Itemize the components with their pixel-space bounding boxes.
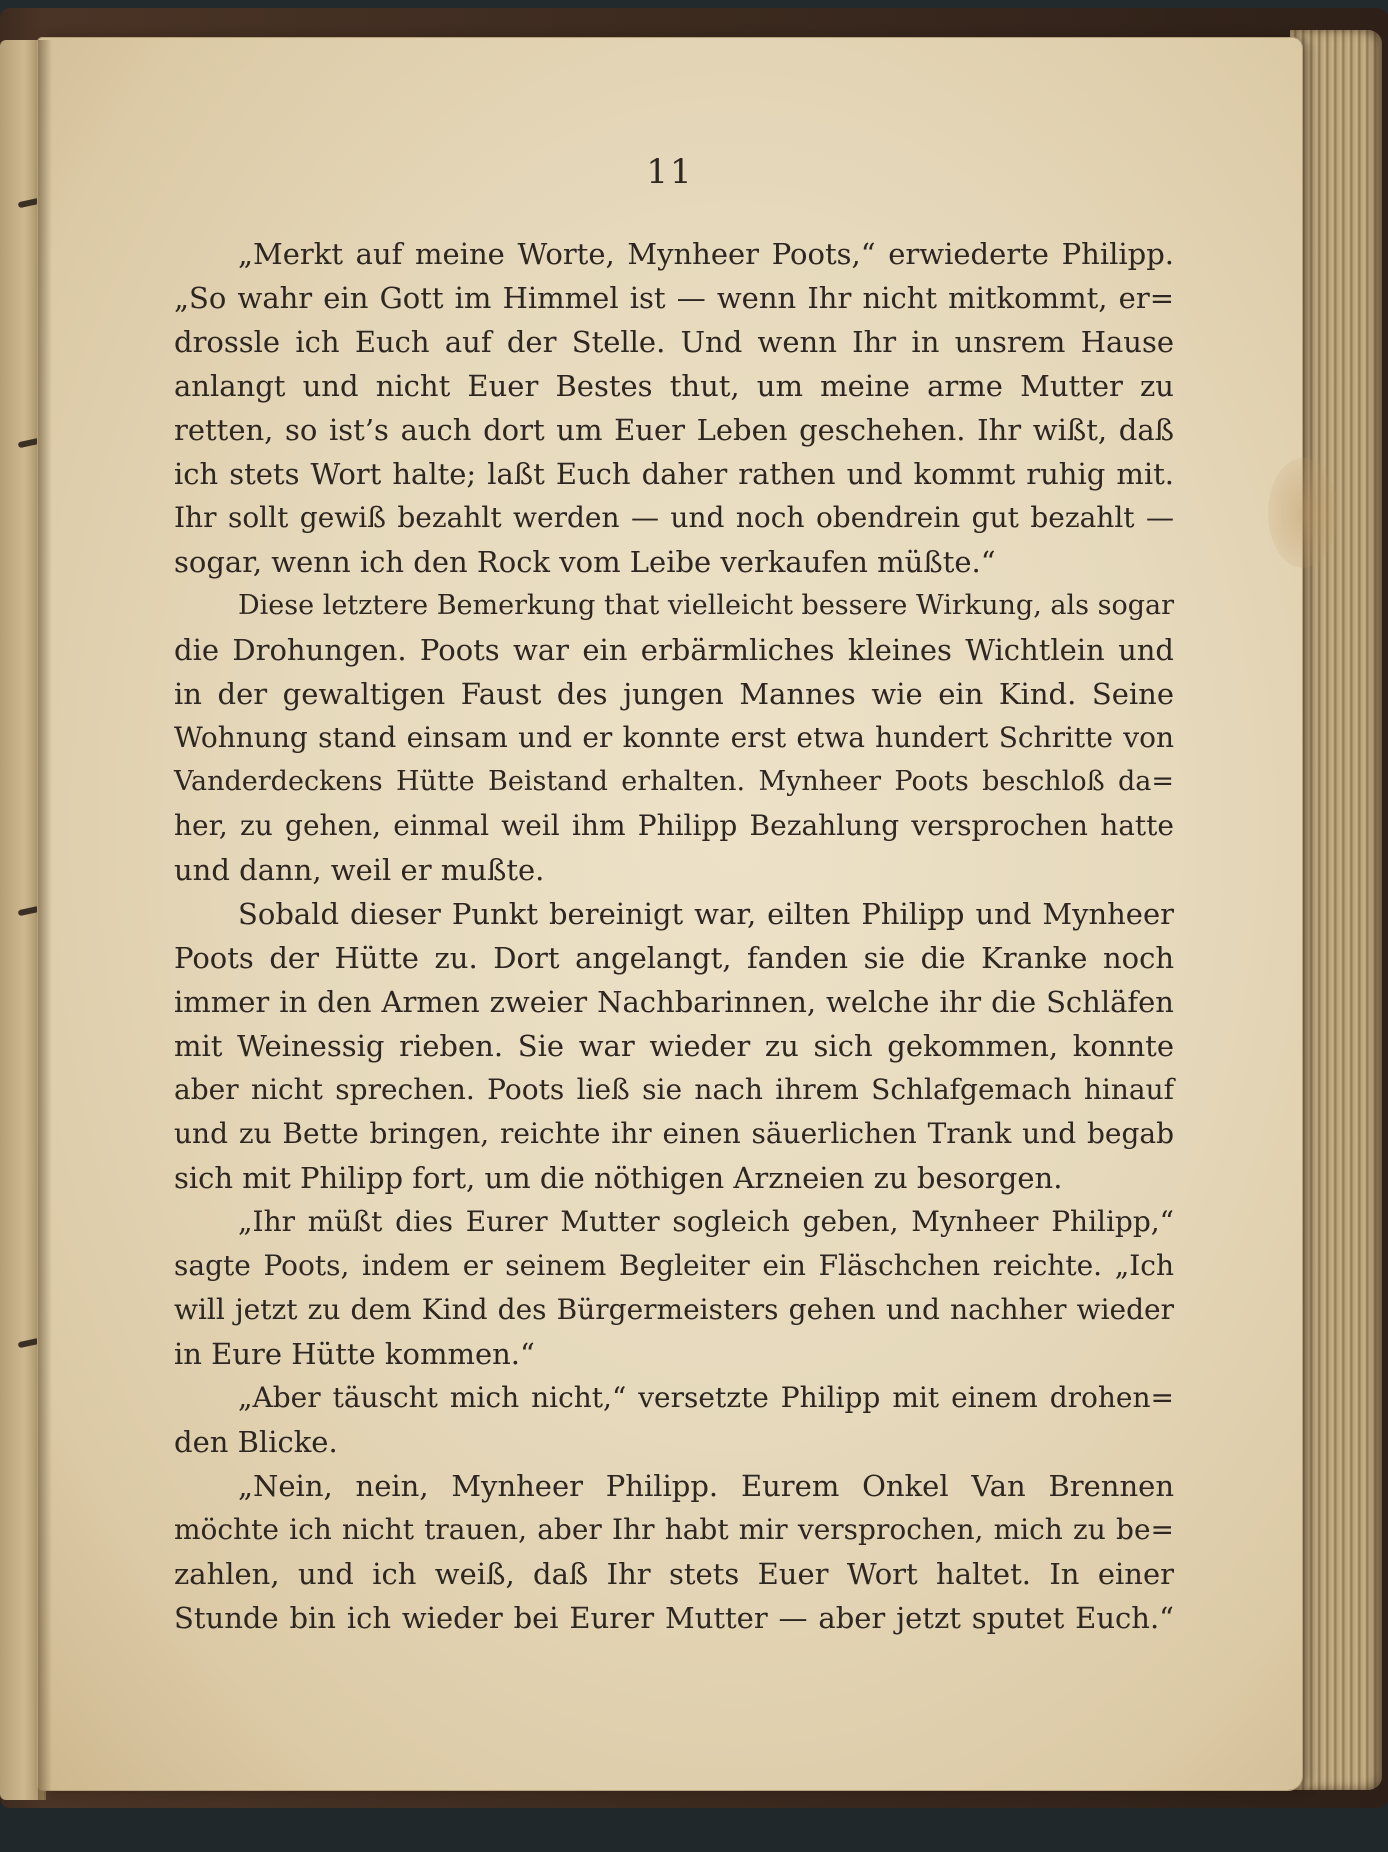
text-line: anlangt und nicht Euer Bestes thut, um meine arme Mutter zu (174, 369, 1174, 403)
text-line: „Nein, nein, Mynheer Philipp. Eurem Onkel Van Brennen (238, 1469, 1174, 1503)
text-line: „Ihr müßt dies Eurer Mutter sogleich geben, Mynheer Philipp,“ (238, 1205, 1174, 1238)
text-line: Stunde bin ich wieder bei Eurer Mutter — aber jetzt sputet Euch.“ (174, 1601, 1174, 1635)
text-line: Diese letztere Bemerkung that vielleicht bessere Wirkung, als sogar (238, 590, 1174, 621)
text-line: und zu Bette bringen, reichte ihr einen säuerlichen Trank und begab (174, 1117, 1174, 1150)
text-line: Ihr sollt gewiß bezahlt werden — und noch obendrein gut bezahlt — (174, 501, 1174, 534)
text-line: die Drohungen. Poots war ein erbärmliches kleines Wichtlein und (174, 633, 1174, 667)
text-line: in der gewaltigen Faust des jungen Mannes wie ein Kind. Seine (174, 677, 1174, 711)
text-line: „So wahr ein Gott im Himmel ist — wenn Ihr nicht mitkommt, er= (174, 281, 1174, 315)
body-text (174, 232, 1174, 1640)
text-line: mit Weinessig rieben. Sie war wieder zu sich gekommen, konnte (174, 1029, 1174, 1063)
text-line: aber nicht sprechen. Poots ließ sie nach ihrem Schlafgemach hinauf (174, 1073, 1174, 1106)
text-line: her, zu gehen, einmal weil ihm Philipp Bezahlung versprochen hatte (174, 809, 1174, 842)
text-line: sich mit Philipp fort, um die nöthigen Arzneien zu besorgen. (174, 1161, 1063, 1195)
text-line: Poots der Hütte zu. Dort angelangt, fanden sie die Kranke noch (174, 941, 1174, 975)
page-stain (1268, 458, 1338, 568)
gutter-shadow (38, 40, 52, 1800)
text-line: zahlen, und ich weiß, daß Ihr stets Euer Wort haltet. In einer (174, 1557, 1174, 1591)
text-line: drossle ich Euch auf der Stelle. Und wenn Ihr in unsrem Hause (174, 325, 1174, 359)
text-line: retten, so ist’s auch dort um Euer Leben geschehen. Ihr wißt, daß (174, 413, 1174, 447)
text-line: Vanderdeckens Hütte Beistand erhalten. Mynheer Poots beschloß da= (174, 766, 1174, 797)
text-line: in Eure Hütte kommen.“ (174, 1337, 535, 1371)
text-line: ich stets Wort halte; laßt Euch daher rathen und kommt ruhig mit. (174, 457, 1174, 491)
page-number: 11 (646, 152, 694, 192)
text-line: will jetzt zu dem Kind des Bürgermeisters gehen und nachher wieder (174, 1293, 1174, 1326)
text-line: „Aber täuscht mich nicht,“ versetzte Philipp mit einem drohen= (238, 1381, 1174, 1414)
text-line: möchte ich nicht trauen, aber Ihr habt mir versprochen, mich zu be= (174, 1513, 1174, 1546)
text-line: Wohnung stand einsam und er konnte erst etwa hundert Schritte von (174, 721, 1174, 754)
text-line: sagte Poots, indem er seinem Begleiter ein Fläschchen reichte. „Ich (174, 1249, 1174, 1282)
text-line: sogar, wenn ich den Rock vom Leibe verkaufen müßte.“ (174, 545, 996, 579)
text-line: und dann, weil er mußte. (174, 853, 545, 887)
page-stack-edge (1290, 30, 1382, 1790)
text-line: immer in den Armen zweier Nachbarinnen, welche ihr die Schläfen (174, 985, 1174, 1019)
text-line: „Merkt auf meine Worte, Mynheer Poots,“ erwiederte Philipp. (238, 237, 1174, 271)
text-line: den Blicke. (174, 1425, 338, 1459)
text-line: Sobald dieser Punkt bereinigt war, eilten Philipp und Mynheer (238, 897, 1174, 931)
